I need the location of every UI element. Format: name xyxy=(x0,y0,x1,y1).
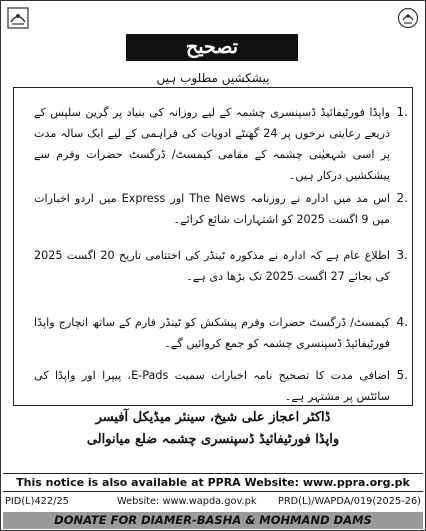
signatory-office: واپڈا فورٹیفائیڈ ڈسپنسری چشمہ ضلع میانوالی xyxy=(86,432,340,447)
item-2 xyxy=(34,188,408,230)
website-link[interactable]: Website: www.wapda.gov.pk xyxy=(117,496,257,507)
subtitle: پیشکشیں مطلوب ہیں xyxy=(156,71,270,85)
item-text: واپڈا فورٹیفائیڈ ڈسپنسری چشمہ کے لیے روزانہ کی بنیاد پر گرین سلپس کے ذریعے رعایتی نرخوں پر 24 گھنٹے ادویات کی فراہمی کے لیے ایک سالہ مدت پر اسی شہعیٰنی چشمہ کے مقامی کیمسٹ/ ڈرگسٹ حضرات وفرم سے پیشکشیں درکار ہیں۔ xyxy=(34,106,390,182)
item-text: اضافی مدت کا تصحیح نامہ اخبارات سمیت E-Pads، پیپرا اور واپڈا کی سائٹس پر مشتہر ہے۔ xyxy=(34,369,390,403)
item-1 xyxy=(34,102,408,186)
item-number: 5. xyxy=(396,368,408,382)
item-3 xyxy=(34,245,408,287)
wapda-logo-icon xyxy=(7,7,29,29)
pid-left: PID(L)422/25 xyxy=(5,496,69,507)
ppra-notice: This notice is also available at PPRA Website: www.ppra.org.pk xyxy=(3,473,423,492)
pid-right: PRD(L)/WAPDA/019(2025-26) xyxy=(277,496,421,507)
item-text: کیمسٹ/ ڈرگسٹ حضرات وفرم پیشکش کو ٹینڈر فارم کے ساتھ انچارج واپڈا فورٹیفائیڈ ڈسپنسری چشمہ کو جمع کروائیں گے۔ xyxy=(34,316,390,350)
item-number: 3. xyxy=(396,248,408,262)
government-emblem-icon xyxy=(397,7,419,29)
item-number: 2. xyxy=(396,191,408,205)
page-title: تصحیح xyxy=(126,34,298,61)
reference-row xyxy=(5,495,421,509)
item-text: اطلاع عام ہے کہ ادارہ نے مذکورہ ٹینڈر کی اختتامی تاریخ 20 اگست 2025 کی بجائے 27 اگست 2025 تک بڑھا دی ہے۔ xyxy=(34,249,390,283)
footer-banner: DONATE FOR DIAMER-BASHA & MOHMAND DAMS xyxy=(3,512,423,529)
item-4 xyxy=(34,312,408,354)
notice-frame xyxy=(13,87,413,406)
signatory-name: ڈاکٹر اعجاز علی شیخ، سینئر میڈیکل آفیسر xyxy=(95,410,331,425)
item-number: 4. xyxy=(396,315,408,329)
item-text: اس مد میں ادارہ نے روزنامہ The News اور Express میں اردو اخبارات میں 9 اگست 2025 کو اشتہارات شائع کرائے۔ xyxy=(34,192,390,226)
item-number: 1. xyxy=(396,105,408,119)
item-5 xyxy=(34,365,408,407)
